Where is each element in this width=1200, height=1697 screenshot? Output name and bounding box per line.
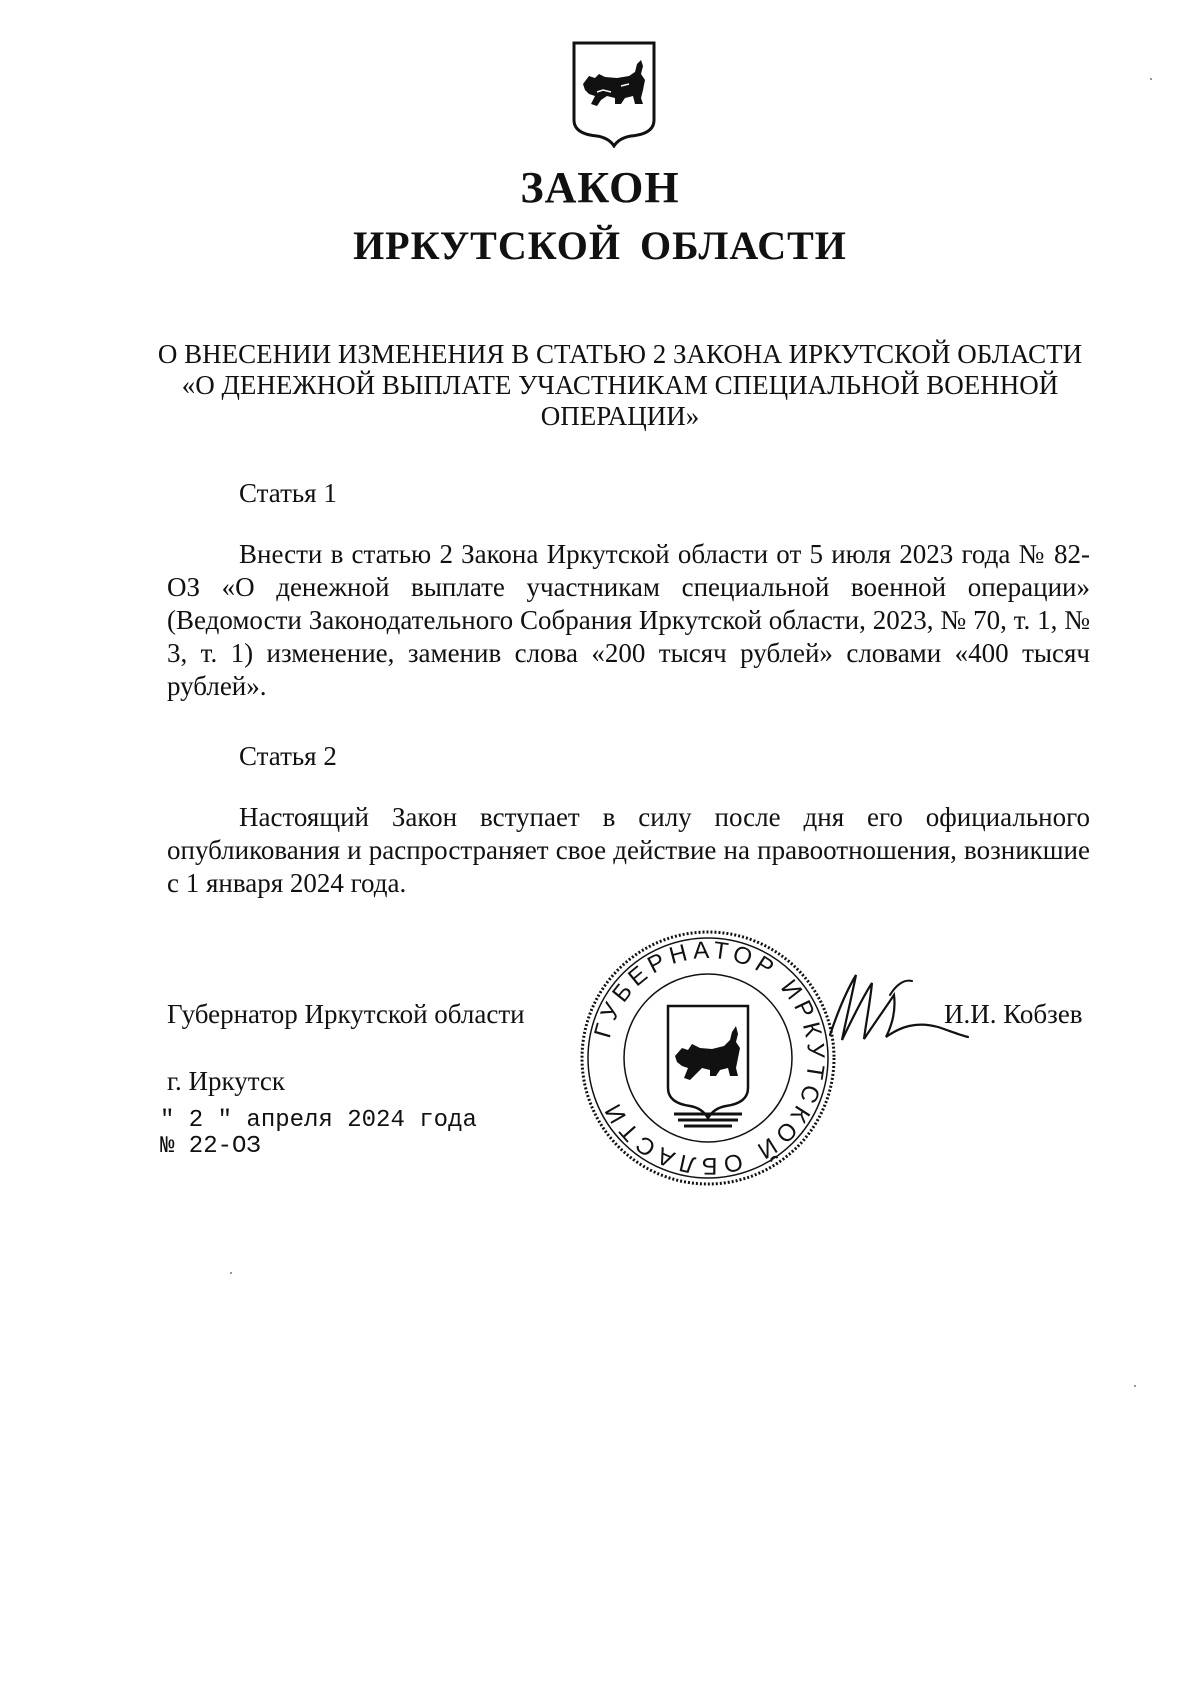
- official-seal-icon: [578, 928, 838, 1188]
- article-2-heading: Статья 2: [239, 741, 337, 771]
- date-and-number: [160, 1108, 477, 1160]
- date-line: " 2 " апреля 2024 года: [160, 1107, 477, 1134]
- city-label: г. Иркутск: [167, 1066, 285, 1096]
- scan-speck: [1134, 1385, 1136, 1387]
- governor-position: Губернатор Иркутской области: [167, 999, 525, 1029]
- scan-speck: [230, 1272, 232, 1274]
- document-title: ЗАКОН: [520, 163, 680, 212]
- law-subject: О ВНЕСЕНИИ ИЗМЕНЕНИЯ В СТАТЬЮ 2 ЗАКОНА ИРКУТСКОЙ ОБЛАСТИ «О ДЕНЕЖНОЙ ВЫПЛАТЕ УЧАСТНИКАМ СПЕЦИАЛЬНОЙ ВОЕННОЙ ОПЕРАЦИИ»: [157, 339, 1083, 431]
- article-1-heading: Статья 1: [239, 478, 337, 508]
- coat-of-arms-irkutsk-icon: [571, 40, 657, 148]
- governor-name: И.И. Кобзев: [944, 999, 1083, 1029]
- article-1-text: Внести в статью 2 Закона Иркутской области от 5 июля 2023 года № 82-ОЗ «О денежной выплате участникам специальной военной операции» (Ведомости Законодательного Собрания Иркутской области, 2023, № 70, т. 1, № 3, т. 1) изменение, заменив слова «200 тысяч рублей» словами «400 тысяч рублей».: [167, 539, 1090, 701]
- scan-speck: [1150, 78, 1152, 80]
- number-line: № 22-ОЗ: [160, 1133, 261, 1160]
- article-2-text: Настоящий Закон вступает в силу после дня его официального опубликования и распространяет свое действие на правоотношения, возникшие с 1 января 2024 года.: [167, 802, 1090, 898]
- svg-text:ГУБЕРНАТОР ИРКУТСКОЙ ОБЛАСТИ: ГУБЕРНАТОР ИРКУТСКОЙ ОБЛАСТИ: [589, 936, 830, 1180]
- document-subtitle: ИРКУТСКОЙ ОБЛАСТИ: [353, 223, 847, 268]
